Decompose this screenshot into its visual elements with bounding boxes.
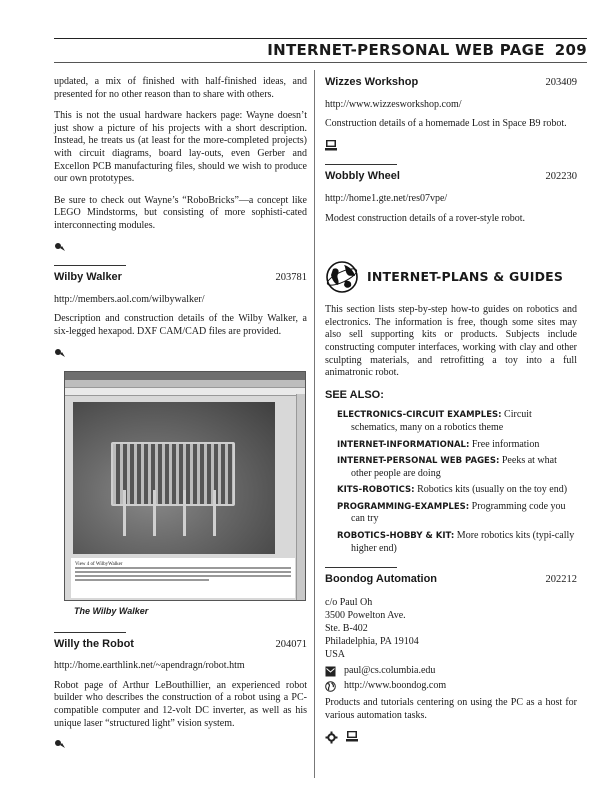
entry-description: Description and construction details of the Wilby Walker, a six-legged hexapod. DXF CAM/CAD files are provided. [54, 313, 307, 337]
list-item [337, 501, 577, 526]
screenshot-caption: View 4 of WilbyWalker [75, 562, 123, 568]
column-divider [314, 70, 315, 778]
entry-description: Modest construction details of a rover-style robot. [325, 212, 526, 224]
entry-description: Construction details of a homemade Lost in Space B9 robot. [325, 118, 567, 130]
entry-description: Products and tutorials centering on using the PC as a host for various automation tasks. [325, 697, 577, 721]
entry-url[interactable]: http://members.aol.com/wilbywalker/ [54, 293, 205, 305]
entry-url[interactable]: http://home.earthlink.net/~apendragn/robot.htm [54, 660, 245, 672]
envelope-icon [325, 666, 336, 677]
browser-scrollbar [296, 394, 305, 600]
see-also-key: ROBOTICS-HOBBY & KIT: [337, 531, 455, 542]
website-link[interactable]: http://www.boondog.com [344, 680, 447, 692]
see-also-list [337, 409, 577, 555]
entry-header [325, 170, 577, 184]
web-globe-icon [325, 681, 336, 692]
entry-description: Robot page of Arthur LeBouthillier, an experienced robot builder who describes the construction of a robot using a PC-compatible computer and 12-volt DC inverter, as well as his unique laser “structured light” vision system. [54, 679, 307, 729]
see-also-text: Programming code you can try [351, 500, 566, 525]
speaker-icon [54, 348, 66, 362]
robot-leg [123, 490, 126, 536]
robot-photo [73, 402, 275, 554]
entry-icons [54, 739, 307, 753]
intro-paragraph: Be sure to check out Wayne’s “RoboBricks”—a concept like LEGO Mindstorms, but consisting of more sophisti-cated interconnecting modules. [54, 194, 307, 231]
gear-icon [325, 731, 338, 744]
entry-code: 202212 [545, 574, 577, 586]
intro-paragraph: This is not the usual hardware hackers page: Wayne doesn’t just show a picture of his projects with a short description. Instead, he treats us (at least for the more-completed projects) with circuit diagrams, board lay-outs, even Gerber and Excellon PCB manufacturing files, should we wish to produce our own prototypes. [54, 110, 307, 185]
section-description: This section lists step-by-step how-to guides on robotics and electronics. The information is free, though some sites may also sell supporting kits or products. Subjects include constructing computer interfaces, working with clay and other sculpting materials, and retrofitting a toy into a full animatronic robot. [325, 304, 577, 379]
entry-rule [325, 567, 397, 568]
entry-code: 203409 [545, 77, 577, 88]
robot-leg [183, 490, 186, 536]
entry-url[interactable]: http://www.wizzesworkshop.com/ [325, 98, 462, 110]
entry-title: Boondog Automation [325, 573, 438, 586]
list-item [337, 439, 577, 452]
entry-url[interactable]: http://home1.gte.net/res07vpe/ [325, 192, 448, 204]
section-header [325, 260, 577, 294]
speaker-icon [54, 242, 66, 256]
entry-code: 203781 [275, 272, 307, 284]
header-rule [54, 38, 587, 39]
address-block [325, 596, 577, 661]
see-also-key: INTERNET-INFORMATIONAL: [337, 439, 470, 450]
entry-rule [325, 164, 397, 165]
intro-paragraph: updated, a mix of finished with half-finished ideas, and presented for no other reason than to share with others. [54, 76, 307, 100]
see-also-text: More robotics kits (typi-cally higher end) [351, 530, 575, 554]
entry-icons [54, 348, 307, 362]
robot-body [111, 442, 235, 506]
see-also-text: Free information [471, 438, 540, 450]
computer-icon [325, 140, 338, 155]
browser-address-bar [65, 388, 305, 396]
address-line: Ste. B-402 [325, 622, 368, 634]
address-line: c/o Paul Oh [325, 596, 373, 608]
address-line: Philadelphia, PA 19104 [325, 635, 419, 647]
page-number: 209 [554, 41, 587, 59]
left-column [54, 76, 307, 763]
wilby-walker-screenshot [64, 371, 306, 601]
entry-title: Wilby Walker [54, 271, 122, 284]
figure-caption: The Wilby Walker [74, 606, 149, 617]
email-link[interactable]: paul@cs.columbia.edu [344, 664, 436, 676]
entry-title: Wobbly Wheel [325, 170, 400, 183]
entry-rule [54, 632, 126, 633]
header-title: INTERNET-PERSONAL WEB PAGE [267, 41, 545, 59]
header-underline [54, 62, 587, 63]
entry-title: Wizzes Workshop [325, 76, 419, 88]
page-header [267, 41, 587, 59]
list-item [337, 530, 577, 555]
globe-icon [325, 260, 359, 294]
robot-leg [213, 490, 216, 536]
entry-rule [54, 265, 126, 266]
section-title: INTERNET-PLANS & GUIDES [367, 268, 564, 284]
address-line: 3500 Powelton Ave. [325, 609, 406, 621]
entry-title: Willy the Robot [54, 637, 134, 650]
website-contact [325, 680, 577, 693]
see-also-key: INTERNET-PERSONAL WEB PAGES: [337, 456, 500, 467]
entry-icons [325, 731, 577, 744]
right-column [325, 76, 577, 754]
text-line [75, 579, 209, 581]
see-also-heading: SEE ALSO: [325, 388, 384, 401]
entry-icons [325, 140, 577, 155]
text-line [75, 575, 291, 577]
address-line: USA [325, 648, 346, 660]
robot-leg [153, 490, 156, 536]
see-also-text: Peeks at what other people are doing [351, 455, 557, 479]
computer-icon [346, 731, 359, 742]
list-item [337, 484, 577, 497]
entry-header [325, 76, 577, 90]
see-also-key: PROGRAMMING-EXAMPLES: [337, 501, 470, 512]
entry-icons [54, 242, 307, 256]
browser-title-bar [65, 372, 305, 380]
browser-menu-bar [65, 380, 305, 388]
screenshot-caption-area [71, 558, 295, 598]
speaker-icon [54, 739, 66, 753]
list-item [337, 409, 577, 434]
entry-code: 202230 [545, 171, 577, 183]
entry-header [325, 573, 577, 587]
see-also-text: Robotics kits (usually on the toy end) [417, 484, 568, 496]
list-item [337, 455, 577, 480]
entry-header [54, 638, 307, 652]
see-also-key: ELECTRONICS-CIRCUIT EXAMPLES: [337, 410, 502, 421]
entry-header [54, 271, 307, 285]
entry-code: 204071 [275, 638, 307, 650]
see-also-key: KITS-ROBOTICS: [337, 485, 415, 496]
email-contact [325, 665, 577, 678]
see-also-text: Circuit schematics, many on a robotics theme [351, 409, 532, 433]
